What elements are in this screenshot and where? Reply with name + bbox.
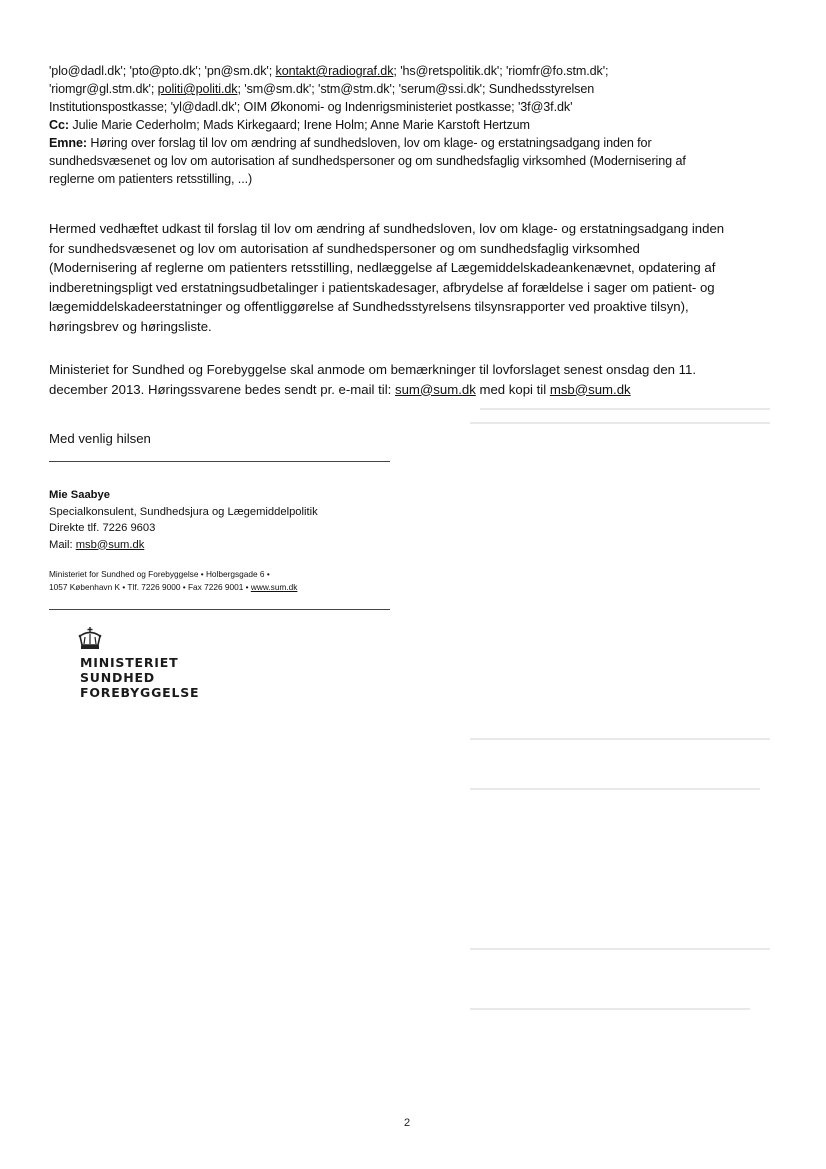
body-line: indberetningspligt ved erstatningsudbetalinger i patientskadesager, afbrydelse af forældelse i sager om patient- og bbox=[49, 279, 715, 295]
body-paragraph-1 bbox=[49, 219, 789, 336]
email-link-msb[interactable]: msb@sum.dk bbox=[549, 381, 631, 397]
email-link-sum[interactable]: sum@sum.dk bbox=[394, 381, 476, 397]
subject-line-2: sundhedsvæsenet og lov om autorisation af sundhedspersoner og om sundhedsfaglig virksomhed (Modernisering af bbox=[49, 154, 686, 168]
recipients-line-1 bbox=[49, 62, 779, 80]
recipients-text: ; 'hs@retspolitik.dk'; 'riomfr@fo.stm.dk'; bbox=[393, 64, 609, 78]
logo-line-1: MINISTERIET bbox=[80, 655, 179, 670]
subject-line-3: reglerne om patienters retsstilling, ...) bbox=[49, 172, 253, 186]
ministry-logo bbox=[80, 655, 199, 700]
signature-phone: Direkte tlf. 7226 9603 bbox=[49, 522, 156, 534]
address-line-1: Ministeriet for Sundhed og Forebyggelse • Holbergsgade 6 • bbox=[49, 569, 270, 579]
show-through-mark bbox=[480, 408, 770, 410]
cc-label: Cc: bbox=[49, 118, 69, 132]
body-line: lægemiddelskadeerstatninger og offentliggørelse af Sundhedsstyrelsens tilsynsrapporter ved proaktive tilsyn), bbox=[49, 299, 689, 314]
body-line: Hermed vedhæftet udkast til forslag til lov om ændring af sundhedsloven, lov om klage- og erstatningsadgang inden bbox=[49, 221, 725, 236]
body-line bbox=[49, 380, 789, 400]
greeting: Med venlig hilsen bbox=[49, 431, 151, 446]
divider bbox=[49, 461, 390, 462]
show-through-mark bbox=[470, 422, 770, 424]
signature-block bbox=[49, 487, 318, 553]
address-text: 1057 København K • Tlf. 7226 9000 • Fax 7226 9001 • bbox=[49, 582, 251, 592]
email-header bbox=[49, 62, 779, 188]
show-through-mark bbox=[470, 788, 760, 790]
body-paragraph-2 bbox=[49, 360, 789, 399]
recipients-text: ; 'sm@sm.dk'; 'stm@stm.dk'; 'serum@ssi.dk'; Sundhedsstyrelsen bbox=[237, 82, 595, 96]
body-line: for sundhedsvæsenet og lov om autorisation af sundhedspersoner og om sundhedsfaglig virksomhed bbox=[49, 240, 640, 256]
recipients-line-3: Institutionspostkasse; 'yl@dadl.dk'; OIM Økonomi- og Indenrigsministeriet postkasse; '3f@3f.dk' bbox=[49, 100, 573, 114]
show-through-mark bbox=[470, 1008, 750, 1010]
signature-name: Mie Saabye bbox=[49, 489, 110, 501]
show-through-mark bbox=[470, 738, 770, 740]
signature-title: Specialkonsulent, Sundhedsjura og Lægemiddelpolitik bbox=[49, 505, 318, 518]
body-text: december 2013. Høringssvarene bedes sendt pr. e-mail til: bbox=[49, 381, 395, 397]
recipients-text: 'riomgr@gl.stm.dk'; bbox=[49, 82, 158, 96]
crown-icon bbox=[77, 626, 103, 652]
divider bbox=[49, 609, 390, 610]
body-line: høringsbrev og høringsliste. bbox=[49, 318, 212, 334]
mail-label: Mail: bbox=[49, 538, 76, 551]
logo-line-3: FOREBYGGELSE bbox=[80, 685, 200, 700]
page-number: 2 bbox=[404, 1117, 411, 1129]
subject-line-1 bbox=[49, 134, 779, 152]
recipients-line-2 bbox=[49, 80, 779, 98]
email-link[interactable]: kontakt@radiograf.dk bbox=[275, 64, 394, 78]
show-through-mark bbox=[470, 948, 770, 950]
website-link[interactable]: www.sum.dk bbox=[250, 582, 298, 592]
body-line: (Modernisering af reglerne om patienters retsstilling, nedlæggelse af Lægemiddelskadeankenævnet, opdatering af bbox=[49, 260, 716, 275]
recipients-text: 'plo@dadl.dk'; 'pto@pto.dk'; 'pn@sm.dk'; bbox=[49, 64, 276, 78]
signature-email-link[interactable]: msb@sum.dk bbox=[75, 538, 145, 551]
cc-line bbox=[49, 116, 779, 134]
body-line: Ministeriet for Sundhed og Forebyggelse skal anmode om bemærkninger til lovforslaget senest onsdag den 11. bbox=[49, 362, 697, 377]
email-link[interactable]: politi@politi.dk bbox=[157, 82, 238, 96]
cc-value: Julie Marie Cederholm; Mads Kirkegaard; Irene Holm; Anne Marie Karstoft Hertzum bbox=[69, 118, 530, 132]
body-text: med kopi til bbox=[475, 381, 550, 397]
logo-line-2: SUNDHED bbox=[80, 670, 155, 685]
address-line-2 bbox=[49, 581, 297, 594]
subject-text: Høring over forslag til lov om ændring af sundhedsloven, lov om klage- og erstatningsadgang inden for bbox=[87, 136, 652, 150]
signature-mail bbox=[49, 537, 318, 554]
subject-label: Emne: bbox=[49, 136, 87, 150]
ministry-address bbox=[49, 568, 297, 594]
